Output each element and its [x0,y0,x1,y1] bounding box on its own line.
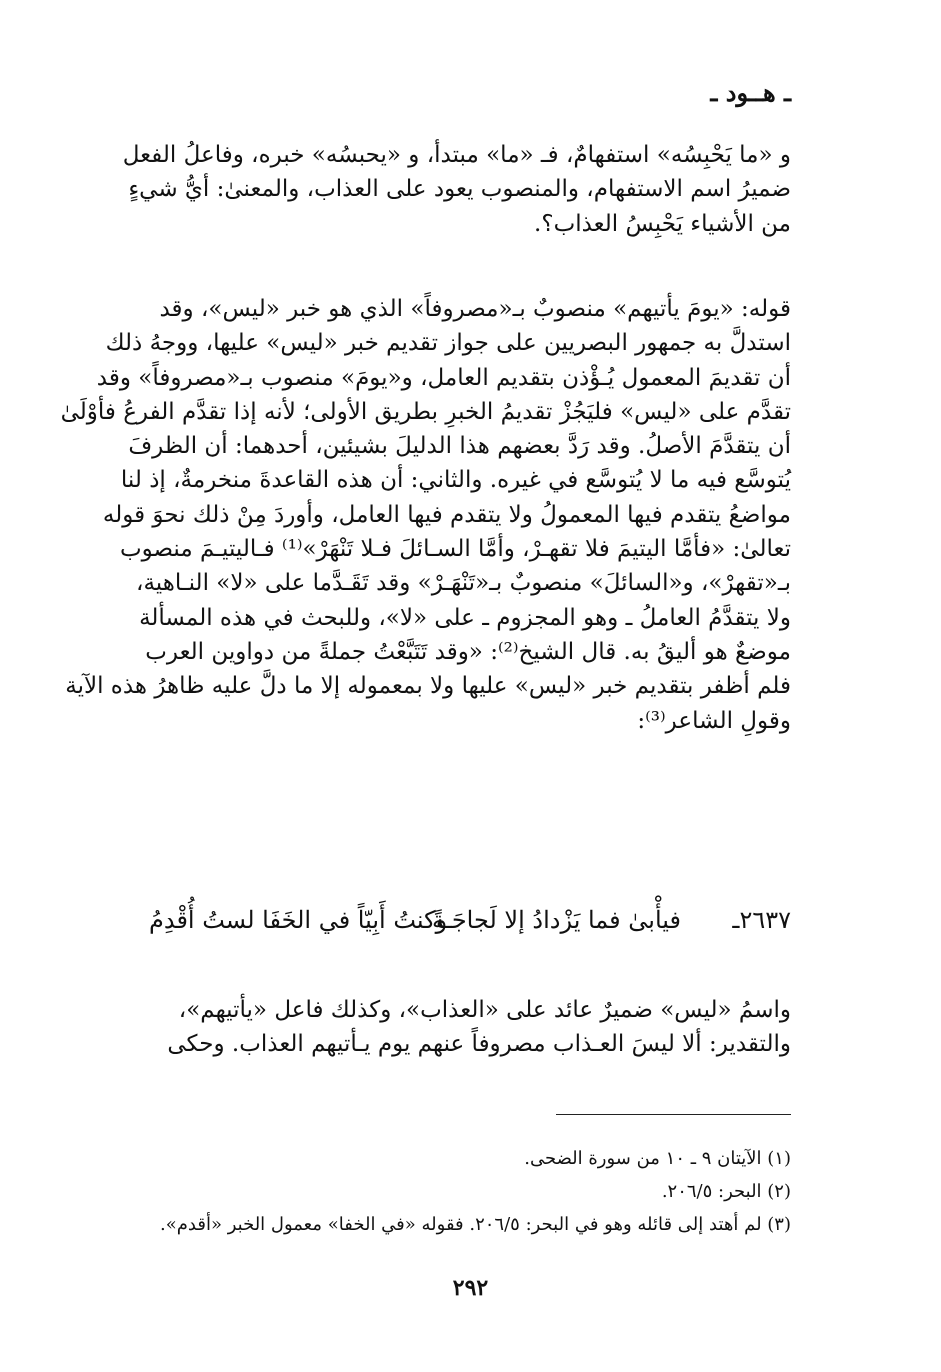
running-header: ـ هــود ـ [710,78,791,107]
text-line: قوله: «يومَ يأتيهم» منصوبٌ بـ«مصروفاً» الذي هو خبر «ليس»، وقد [159,296,791,322]
text-line: تعالىٰ: «فأمَّا اليتيمَ فلا تقهـرْ، وأمَّا السـائلَ فـلا تَنْهَرْ»⁽¹⁾ فـاليتيـمَ منصوب [119,536,791,563]
text-line: مواضعُ يتقدم فيها المعمولُ ولا يتقدم فيها العامل، وأوردَ مِنْ ذلك نحوَ قوله [102,501,791,528]
text-line: بـ«تقهرْ»، و«السائلَ» منصوبٌ بـ«تَنْهَـرْ» وقد تَقَـدَّما على «لا» النـاهية، [136,570,791,597]
paragraph-2 [60,292,791,738]
text-line: أن تقديمَ المعمول يُـؤْذن بتقديم العامل، و«يومَ» منصوب بـ«مصروفاً» وقد [96,364,791,391]
text-line: استدلَّ به جمهور البصريين على جواز تقديم خبر «ليس» عليها، ووجهُ ذلك [105,330,791,357]
text-line: فلم أظفر بتقديم خبر «ليس» عليها ولا بمعموله إلا ما دلَّ عليه ظاهرُ هذه الآية [65,673,791,700]
verse-second-hemistich: وكنتُ أَبِيّاً في الخَفَا لستُ أُقْدِمُ [149,906,448,934]
text-line: واسمُ «ليس» ضميرٌ عائد على «العذاب»، وكذلك فاعل «يأتيهم»، [178,997,791,1023]
verse-number: ٢٦٣٧ـ [732,906,791,934]
text-line: موضعٌ هو أليقُ به. قال الشيخ⁽²⁾: «وقد تَتَبَّعْتُ جملةً من دواوين العرب [145,638,791,665]
paragraph-1 [122,138,791,241]
text-line: ولا يتقدَّمُ العاملُ ـ وهو المجزوم ـ على «لا»، وللبحث في هذه المسألة [139,604,791,631]
poetry-verse [149,906,791,946]
text-line: ضميرُ اسم الاستفهام، والمنصوب يعود على العذاب، والمعنىٰ: أيُّ شيءٍ [128,176,791,203]
text-line: من الأشياء يَحْبِسُ العذاب؟. [534,210,791,237]
footnote-2: (٢) البحر: ٢٠٦/٥. [661,1181,791,1202]
footnote-separator [556,1114,791,1115]
text-line: تقدَّم على «ليس» فليَجُزْ تقديمُ الخبرِ بطريق الأولى؛ لأنه إذا تقدَّم الفرعُ فأوْلَىٰ [60,398,791,425]
text-line: والتقدير: ألا ليسَ العـذاب مصروفاً عنهم يوم يـأتيهم العذاب. وحكى [167,1031,791,1058]
footnote-1: (١) الآيتان ٩ ـ ١٠ من سورة الضحى. [524,1148,791,1169]
text-line: أن يتقدَّمَ الأصلُ. وقد رَدَّ بعضهم هذا الدليلَ بشيئين، أحدهما: أن الظرفَ [128,433,791,460]
text-line: وقولِ الشاعر⁽³⁾: [637,707,791,734]
page-number: ٢٩٢ [452,1275,489,1301]
verse-first-hemistich: فيأْبىٰ فما يَزْدادُ إلا لَجاجَـةً [431,906,681,934]
paragraph-3 [149,993,791,1062]
text-line: و «ما يَحْبِسُه» استفهامٌ، فـ «ما» مبتدأ، و «يحبسُه» خبره، وفاعلُ الفعل [122,142,791,168]
footnote-3: (٣) لم أهتد إلى قائله وهو في البحر: ٢٠٦/٥. فقوله «في الخفا» معمول الخبر «أقدم». [160,1214,791,1235]
text-line: يُتوسَّع فيه ما لا يُتوسَّع في غيره. والثاني: أن هذه القاعدةَ منخرمةٌ، إذ لنا [120,467,791,494]
